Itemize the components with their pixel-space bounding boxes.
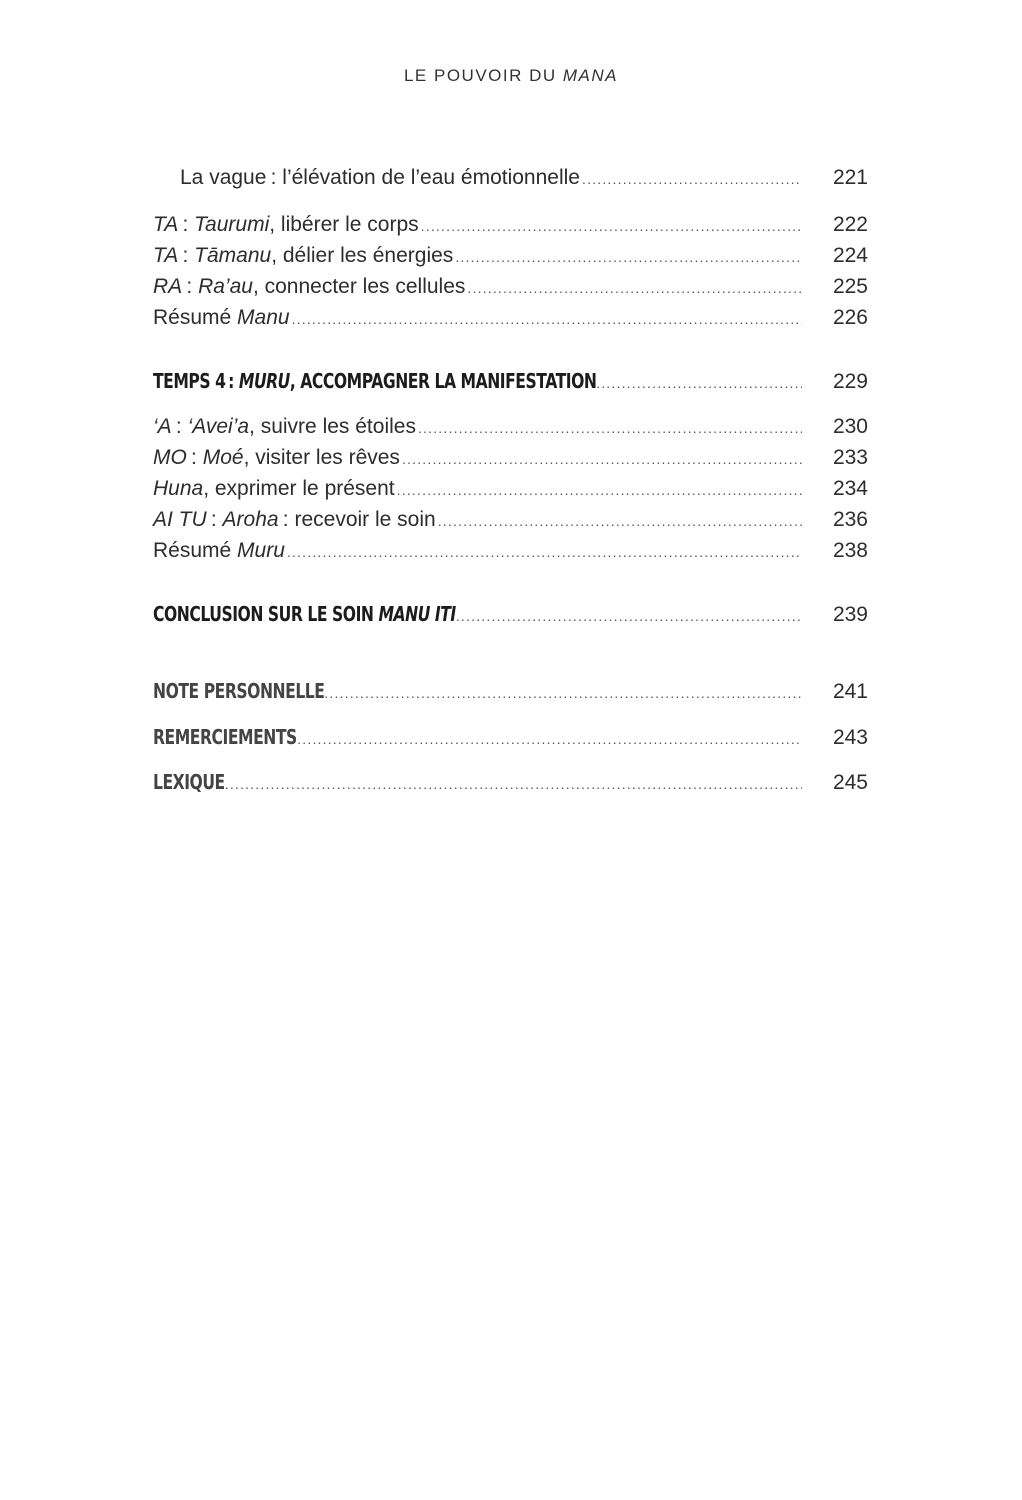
toc-page-number: 234 <box>832 477 868 500</box>
toc-entry-title <box>153 770 225 794</box>
toc-entry-title <box>153 275 465 299</box>
toc-entry-title <box>153 306 290 330</box>
toc-title-part: , visiter les rêves <box>243 446 400 469</box>
toc-title-part: : <box>186 446 203 469</box>
toc-title-part: , suivre les étoiles <box>249 415 416 438</box>
toc-entry-title <box>153 369 597 393</box>
toc-title-part: Manu <box>237 306 290 329</box>
toc-entry-title <box>153 244 453 268</box>
dot-leader <box>287 544 802 560</box>
toc-entry <box>153 306 868 336</box>
toc-entry <box>153 415 868 445</box>
toc-title-part: Aroha <box>222 508 279 531</box>
toc-title-part: Huna <box>153 477 204 500</box>
toc-page-number: 230 <box>832 415 868 438</box>
dot-leader <box>297 731 802 747</box>
toc-page-number: 229 <box>832 370 868 393</box>
toc-page-number: 222 <box>832 213 868 236</box>
toc-page-number: 241 <box>832 680 868 703</box>
toc-entry <box>153 275 868 305</box>
dot-leader <box>582 171 802 187</box>
toc-title-part: Ra’au <box>198 275 253 298</box>
toc-title-part: MURU <box>238 369 290 393</box>
toc-title-part: AI TU <box>153 508 207 531</box>
toc-title-part: , délier les énergies <box>271 244 454 267</box>
toc-title-part: Résumé <box>153 539 238 562</box>
dot-leader <box>324 685 802 701</box>
toc-title-part: TA <box>153 244 179 267</box>
dot-leader <box>467 280 802 296</box>
toc-page-number: 226 <box>832 306 868 329</box>
toc-title-part: RA <box>153 275 183 298</box>
toc-title-part: TA <box>153 213 179 236</box>
toc-entry <box>153 369 868 399</box>
toc-entry-title <box>153 508 436 532</box>
dot-leader <box>402 451 802 467</box>
toc-entry <box>153 244 868 274</box>
toc-title-part: , exprimer le présent <box>203 477 395 500</box>
toc-page-number: 224 <box>832 244 868 267</box>
toc-entry-title <box>153 446 400 470</box>
toc-title-part: La vague : l’élévation de l’eau émotionnelle <box>180 166 580 189</box>
running-head <box>0 66 1022 86</box>
toc-title-part: TEMPS 4 : <box>153 369 239 393</box>
toc-entry-title <box>153 679 324 703</box>
toc-title-part: CONCLUSION SUR LE SOIN <box>153 602 379 626</box>
toc-title-part: : <box>171 415 188 438</box>
toc-title-part: Taurumi <box>194 213 270 236</box>
toc-title-part: : <box>206 508 223 531</box>
toc-title-part: ‘A <box>153 415 172 438</box>
toc-title-part: : <box>178 244 195 267</box>
toc-title-part: MO <box>153 446 187 469</box>
toc-page-number: 221 <box>832 166 868 189</box>
toc-entry <box>153 213 868 243</box>
toc-page-number: 236 <box>832 508 868 531</box>
toc-title-part: LEXIQUE <box>153 770 225 794</box>
dot-leader <box>438 513 802 529</box>
toc-title-part: REMERCIEMENTS <box>153 725 297 749</box>
toc-title-part: : <box>178 213 195 236</box>
toc-page-number: 225 <box>832 275 868 298</box>
toc-entry <box>153 508 868 538</box>
toc-title-part: MANU ITI <box>378 602 456 626</box>
toc-entry-title <box>180 166 580 190</box>
toc-entry <box>153 770 868 800</box>
toc-title-part: Muru <box>237 539 285 562</box>
toc-entry-title <box>153 213 419 237</box>
toc-page-number: 243 <box>832 726 868 749</box>
toc-page-number: 239 <box>832 603 868 626</box>
toc-entry-title <box>153 477 395 501</box>
toc-entry-title <box>153 539 285 563</box>
toc-page-number: 245 <box>832 771 868 794</box>
toc-title-part: , ACCOMPAGNER LA MANIFESTATION <box>289 369 597 393</box>
toc-title-part: Moé <box>202 446 244 469</box>
toc-title-part: Tāmanu <box>194 244 272 267</box>
toc-title-part: , libérer le corps <box>269 213 419 236</box>
dot-leader <box>456 608 802 624</box>
toc-entry <box>153 602 868 632</box>
toc-entry <box>153 679 868 709</box>
dot-leader <box>421 218 802 234</box>
toc-title-part: , connecter les cellules <box>252 275 466 298</box>
toc-page-number: 233 <box>832 446 868 469</box>
dot-leader <box>397 482 802 498</box>
toc-entry <box>153 446 868 476</box>
toc-entry <box>180 166 868 196</box>
dot-leader <box>292 311 802 327</box>
toc-entry <box>153 477 868 507</box>
toc-title-part: : recevoir le soin <box>278 508 436 531</box>
toc-title-part: NOTE PERSONNELLE <box>153 679 325 703</box>
toc-page-number: 238 <box>832 539 868 562</box>
toc-entry-title <box>153 602 456 626</box>
running-head-prefix: LE POUVOIR DU <box>403 66 563 85</box>
dot-leader <box>596 375 802 391</box>
dot-leader <box>418 420 802 436</box>
toc-title-part: Résumé <box>153 306 238 329</box>
toc-entry <box>153 725 868 755</box>
dot-leader <box>225 776 802 792</box>
dot-leader <box>455 249 802 265</box>
toc-entry-title <box>153 415 416 439</box>
toc-title-part: : <box>182 275 199 298</box>
running-head-italic: MANA <box>562 66 619 85</box>
toc-entry <box>153 539 868 569</box>
toc-title-part: ‘Avei’a <box>187 415 250 438</box>
toc-entry-title <box>153 725 297 749</box>
